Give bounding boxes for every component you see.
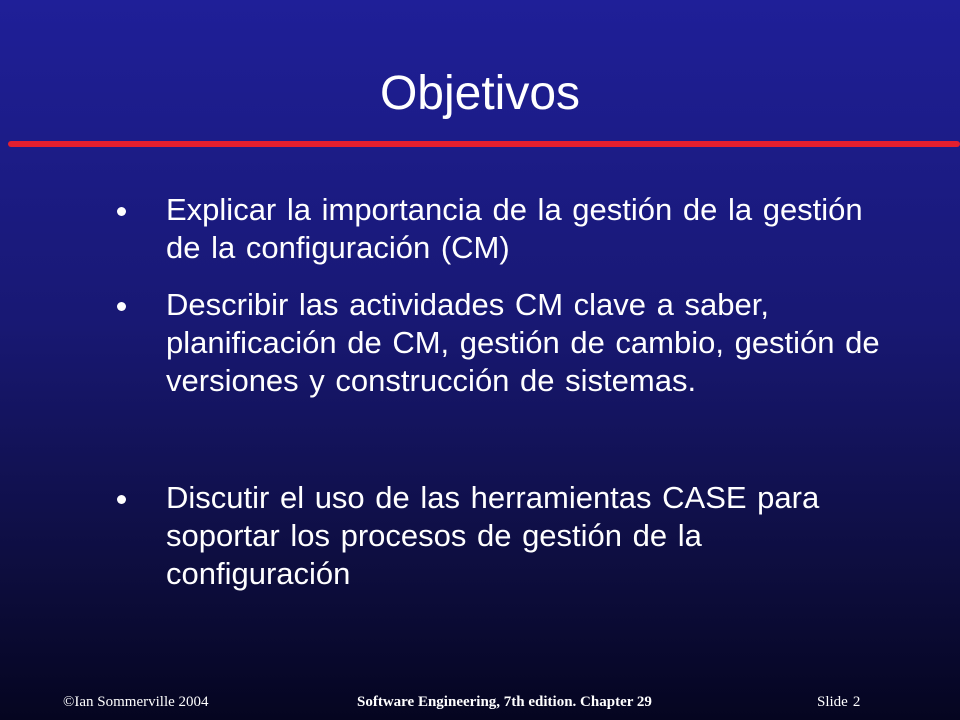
bullet-item: [166, 479, 896, 593]
bullet-text: Discutir el uso de las herramientas CASE para soportar los procesos de gestión de la configuración: [166, 480, 820, 591]
slide-title: Objetivos: [379, 67, 581, 120]
footer-slide-number: [812, 693, 860, 711]
bullet-text: Explicar la importancia de la gestión de la gestión de la configuración (CM): [166, 192, 863, 265]
slide-label: Slide: [817, 694, 848, 710]
bullet-dot-icon: [117, 302, 126, 311]
footer-copyright: ©Ian Sommerville 2004: [63, 694, 209, 710]
bullet-text: Describir las actividades CM clave a saber, planificación de CM, gestión de cambio, gestión de versiones y construcción de sistemas.: [166, 287, 880, 398]
slide-number: 2: [852, 694, 861, 710]
bullet-dot-icon: [117, 207, 126, 216]
footer-book-title: Software Engineering, 7th edition. Chapter 29: [357, 694, 652, 710]
bullet-item: [166, 191, 896, 267]
bullet-item: [166, 286, 896, 400]
bullet-dot-icon: [117, 495, 126, 504]
